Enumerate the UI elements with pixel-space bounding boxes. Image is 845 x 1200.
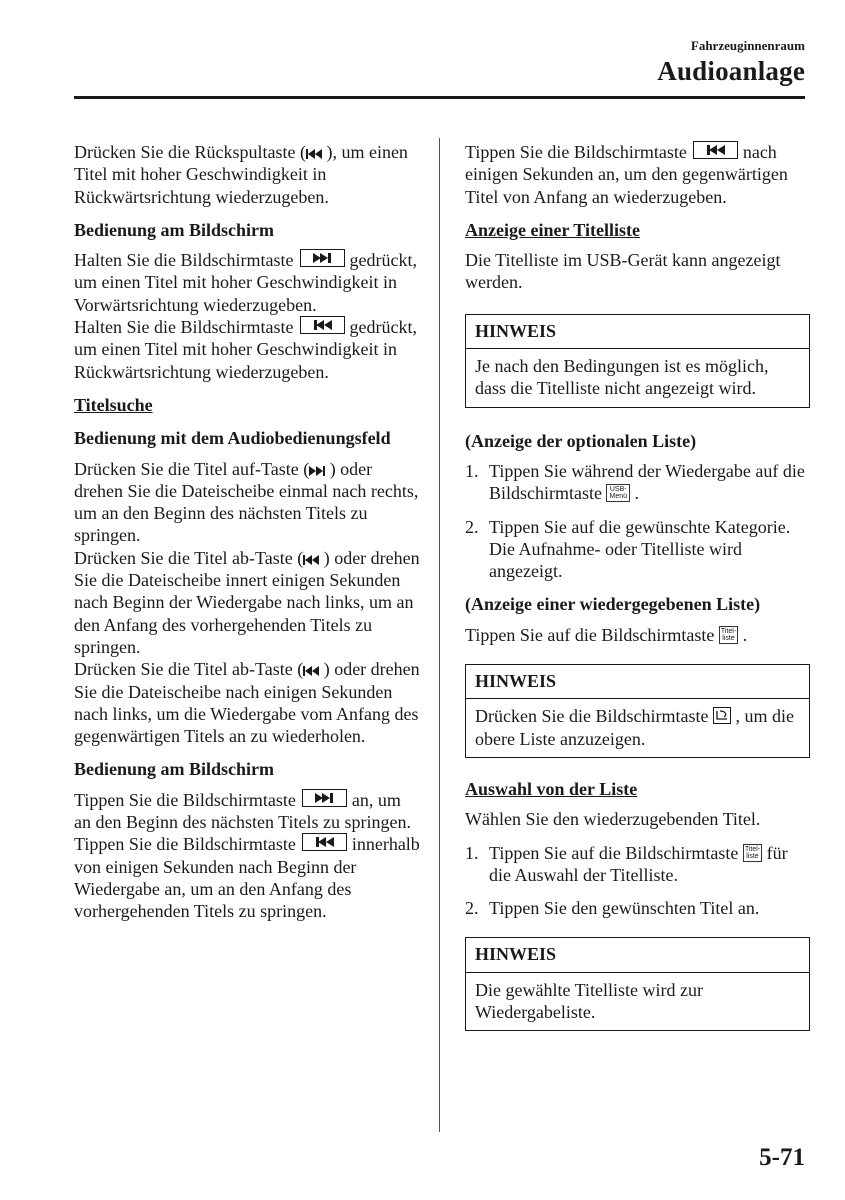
previous-track-icon	[706, 145, 725, 155]
list-item: 1. Tippen Sie auf die Bildschirmtaste Titel- liste für die Auswahl der Titelliste.	[465, 842, 788, 885]
previous-track-icon	[303, 665, 319, 677]
previous-track-icon	[315, 837, 334, 847]
paragraph: Halten Sie die Bildschirmtaste gedrückt, um einen Titel mit hoher Geschwindigkeit in Vorwärtsrichtung wiederzugeben.	[74, 250, 417, 315]
page-title: Audioanlage	[657, 56, 805, 86]
paragraph: Tippen Sie die Bildschirmtaste nach einigen Sekunden an, um den gegenwärtigen Titel von Anfang an wiederzugeben.	[465, 142, 788, 207]
next-track-icon	[309, 465, 325, 477]
previous-track-icon	[313, 320, 332, 330]
paragraph: Drücken Sie die Titel ab-Taste ( ) oder drehen Sie die Dateischeibe innert einigen Sekunden nach Beginn der Wiedergabe nach links, um an den Anfang des vorhergehenden Titels zu springen.	[74, 547, 420, 657]
paragraph: Die Titelliste im USB-Gerät kann angezeigt werden.	[465, 250, 781, 293]
paragraph: Tippen Sie die Bildschirmtaste innerhalb von einigen Sekunden nach Beginn der Wiedergabe an, um an den Anfang des vorhergehenden Titels zu springen.	[74, 834, 420, 922]
paragraph: Wählen Sie den wiederzugebenden Titel.	[465, 809, 761, 830]
list-item: 2. Tippen Sie auf die gewünschte Kategorie. Die Aufnahme- oder Titelliste wird angezeigt.	[465, 516, 791, 582]
column-divider	[439, 138, 440, 1132]
left-column	[74, 141, 422, 923]
next-track-icon	[313, 253, 332, 263]
titelliste-key-icon: Titel- liste	[720, 627, 737, 642]
right-column	[465, 141, 810, 1031]
note-heading: HINWEIS	[466, 665, 809, 699]
note-body: Drücken Sie die Bildschirmtaste , um die obere Liste anzuzeigen.	[475, 706, 794, 749]
paragraph: Drücken Sie die Titel auf-Taste ( ) oder drehen Sie die Dateischeibe einmal nach rechts, um an den Beginn des nächsten Titels zu springen.	[74, 458, 419, 546]
previous-track-button	[302, 833, 347, 851]
previous-track-icon	[306, 148, 322, 160]
header-rule	[74, 96, 805, 99]
paragraph: Drücken Sie die Rückspultaste ( ), um einen Titel mit hoher Geschwindigkeit in Rückwärtsrichtung wiederzugeben.	[74, 142, 408, 207]
previous-track-icon	[303, 554, 319, 566]
note-box	[465, 664, 810, 758]
note-box	[465, 314, 810, 408]
list-item: 2. Tippen Sie den gewünschten Titel an.	[465, 898, 760, 919]
subheading: (Anzeige der optionalen Liste)	[465, 430, 697, 451]
note-body: Je nach den Bedingungen ist es möglich, dass die Titelliste nicht angezeigt wird.	[475, 356, 769, 399]
subheading: Bedienung mit dem Audiobedienungsfeld	[74, 428, 391, 449]
next-track-button	[302, 789, 347, 807]
subheading: (Anzeige einer wiedergegebenen Liste)	[465, 594, 761, 615]
paragraph: Tippen Sie auf die Bildschirmtaste Titel- liste .	[465, 624, 748, 645]
note-body: Die gewählte Titelliste wird zur Wiedergabeliste.	[475, 979, 703, 1023]
paragraph: Tippen Sie die Bildschirmtaste an, um an den Beginn des nächsten Titels zu springen.	[74, 789, 411, 833]
list-item: 1. Tippen Sie während der Wiedergabe auf die Bildschirmtaste USB- Menü .	[465, 460, 805, 504]
usb-menu-key-icon: USB- Menü	[606, 484, 630, 502]
titelliste-key-icon: Titel- liste	[744, 845, 761, 860]
note-heading: HINWEIS	[466, 938, 809, 972]
next-track-button	[300, 249, 345, 267]
return-icon	[713, 707, 731, 724]
paragraph: Drücken Sie die Titel ab-Taste ( ) oder drehen Sie die Dateischeibe nach einigen Sekunden nach links, um die Wiedergabe vom Anfang des gegenwärtigen Titels an zu wiederholen.	[74, 659, 420, 747]
next-track-icon	[315, 793, 334, 803]
page-header	[657, 38, 805, 88]
section-heading: Anzeige einer Titelliste	[465, 219, 640, 240]
note-heading: HINWEIS	[466, 315, 809, 349]
page-number: 5-71	[759, 1144, 805, 1171]
section-heading: Titelsuche	[74, 394, 153, 415]
paragraph: Halten Sie die Bildschirmtaste gedrückt, um einen Titel mit hoher Geschwindigkeit in Rückwärtsrichtung wiederzugeben.	[74, 317, 417, 382]
previous-track-button	[300, 316, 345, 334]
subheading: Bedienung am Bildschirm	[74, 759, 275, 780]
previous-track-button	[693, 141, 738, 159]
section-heading: Auswahl von der Liste	[465, 778, 638, 799]
subheading: Bedienung am Bildschirm	[74, 219, 275, 240]
section-label: Fahrzeuginnenraum	[690, 38, 805, 53]
note-box	[465, 937, 810, 1031]
